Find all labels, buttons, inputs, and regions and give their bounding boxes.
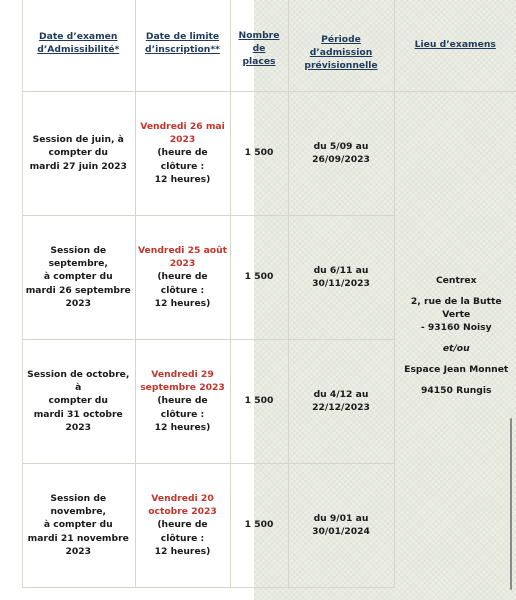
session-cell: Session de octobre, à compter du mardi 31 octobre 2023	[22, 339, 135, 463]
exam-sessions-table	[22, 0, 516, 588]
deadline-cell: Vendredi 26 mai 2023 (heure de clôture : 12 heures)	[135, 91, 230, 215]
centre-conjunction: et/ou	[442, 342, 470, 354]
places-cell: 1 500	[230, 215, 288, 339]
centre1-name: Centrex	[435, 274, 477, 286]
centre2-name: Espace Jean Monnet	[404, 363, 509, 375]
deadline-cell: Vendredi 29 septembre 2023 (heure de clôture : 12 heures)	[135, 339, 230, 463]
places-cell: 1 500	[230, 91, 288, 215]
header-date-limite: Date de limite d’inscription**	[135, 0, 230, 91]
places-cell: 1 500	[230, 463, 288, 587]
header-lieu-examens: Lieu d’examens	[394, 0, 516, 91]
places-cell: 1 500	[230, 339, 288, 463]
deadline-cell: Vendredi 25 août 2023 (heure de clôture : 12 heures)	[135, 215, 230, 339]
header-nombre-places: Nombre de places	[230, 0, 288, 91]
centre2-city: 94150 Rungis	[420, 384, 492, 396]
vertical-scrollbar-thumb[interactable]	[510, 418, 512, 590]
centre1-address: 2, rue de la Butte Verte - 93160 Noisy	[410, 295, 502, 333]
deadline-cell: Vendredi 20 octobre 2023 (heure de clôture : 12 heures)	[135, 463, 230, 587]
session-cell: Session de septembre, à compter du mardi 26 septembre 2023	[22, 215, 135, 339]
session-cell: Session de juin, à compter du mardi 27 juin 2023	[22, 91, 135, 215]
lieu-cell	[394, 91, 516, 587]
header-periode-admission: Période d’admission prévisionnelle	[288, 0, 394, 91]
table-header-row	[22, 0, 516, 91]
periode-cell: du 4/12 au 22/12/2023	[288, 339, 394, 463]
periode-cell: du 9/01 au 30/01/2024	[288, 463, 394, 587]
table-row	[22, 91, 516, 215]
session-cell: Session de novembre, à compter du mardi 21 novembre 2023	[22, 463, 135, 587]
header-date-examen: Date d’examen d’Admissibilité*	[22, 0, 135, 91]
periode-cell: du 6/11 au 30/11/2023	[288, 215, 394, 339]
periode-cell: du 5/09 au 26/09/2023	[288, 91, 394, 215]
